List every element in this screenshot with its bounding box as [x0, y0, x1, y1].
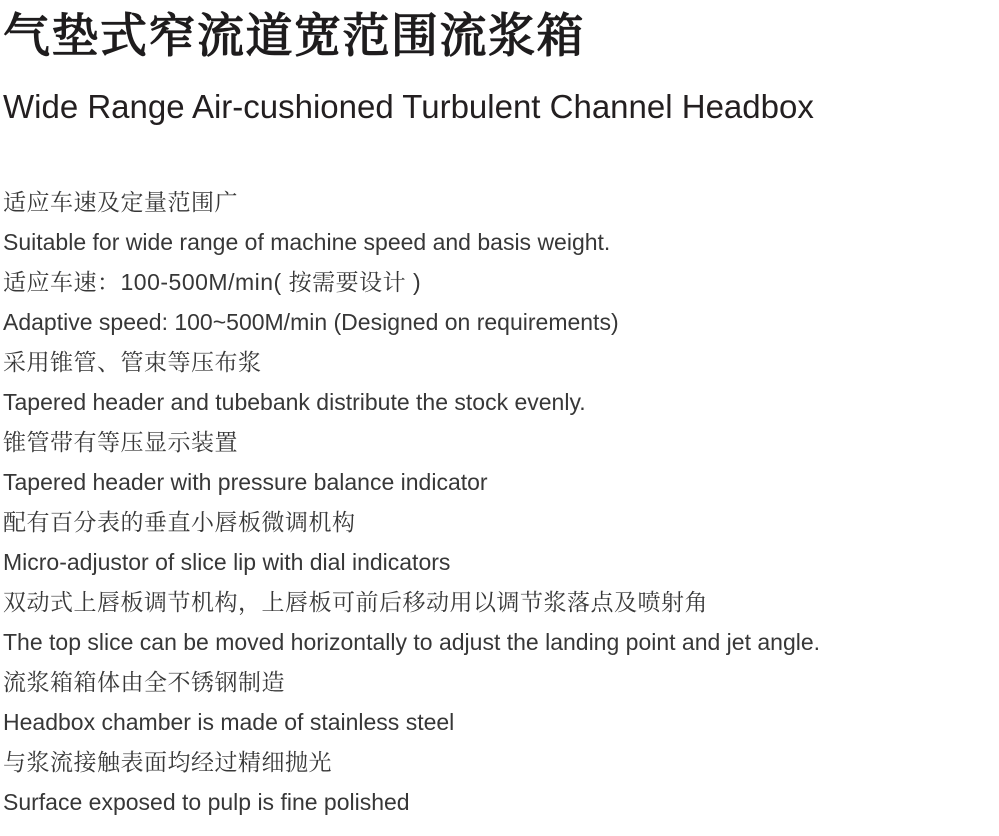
feature-line-en: Adaptive speed: 100~500M/min (Designed on requirements) — [3, 309, 619, 336]
feature-line-en: Tapered header with pressure balance indicator — [3, 469, 488, 496]
feature-line-zh: 适应车速：100-500M/min( 按需要设计 ) — [3, 269, 422, 296]
feature-line-en: The top slice can be moved horizontally to adjust the landing point and jet angle. — [3, 629, 821, 656]
feature-line-en: Surface exposed to pulp is fine polished — [3, 789, 410, 816]
feature-line-zh: 适应车速及定量范围广 — [3, 189, 238, 216]
feature-line-en: Tapered header and tubebank distribute the stock evenly. — [3, 389, 586, 416]
feature-line-zh: 双动式上唇板调节机构，上唇板可前后移动用以调节浆落点及喷射角 — [3, 589, 708, 616]
feature-line-en: Micro-adjustor of slice lip with dial indicators — [3, 549, 451, 576]
feature-line-zh: 与浆流接触表面均经过精细抛光 — [3, 749, 332, 776]
feature-line-zh: 配有百分表的垂直小唇板微调机构 — [3, 509, 356, 536]
page-title-chinese: 气垫式窄流道宽范围流浆箱 — [3, 9, 585, 62]
feature-line-zh: 锥管带有等压显示装置 — [3, 429, 238, 456]
feature-line-en: Suitable for wide range of machine speed and basis weight. — [3, 229, 611, 256]
feature-line-en: Headbox chamber is made of stainless steel — [3, 709, 455, 736]
feature-list — [3, 182, 981, 822]
feature-line-zh: 流浆箱箱体由全不锈钢制造 — [3, 669, 285, 696]
feature-line-zh: 采用锥管、管束等压布浆 — [3, 349, 262, 376]
page-title-english: Wide Range Air-cushioned Turbulent Channel Headbox — [3, 88, 814, 126]
